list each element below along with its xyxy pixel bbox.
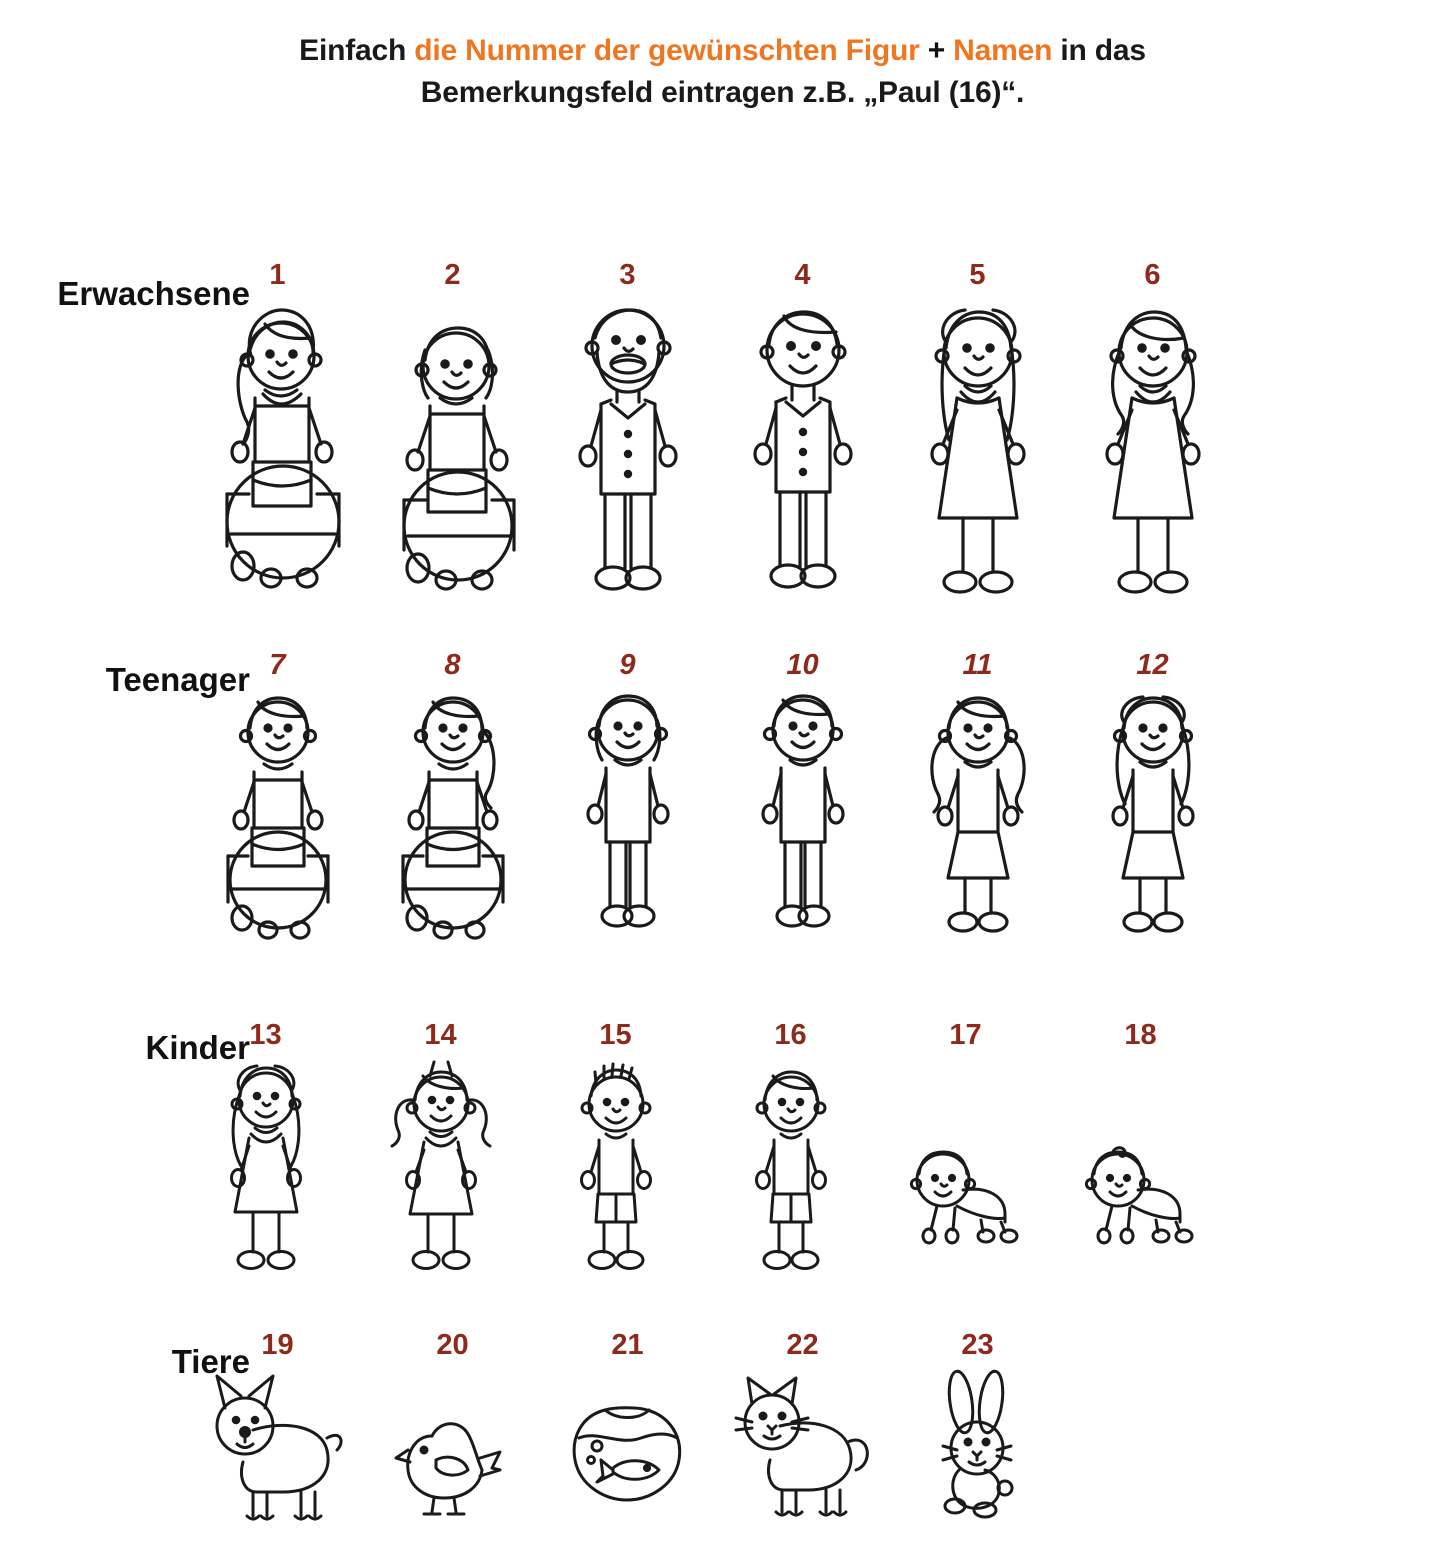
teen-girl-wheelchair-figure: [383, 684, 523, 969]
figure-cell-19[interactable]: [190, 1328, 365, 1544]
figure-number-3: 3: [619, 258, 636, 291]
figure-number-8: 8: [444, 648, 461, 681]
fishbowl-icon: [553, 1364, 703, 1544]
figure-number-20: 20: [436, 1328, 469, 1361]
figure-cell-5[interactable]: [890, 258, 1065, 614]
category-label-adults: Erwachsene: [57, 274, 250, 312]
figure-number-17: 17: [949, 1018, 982, 1051]
figure-number-6: 6: [1144, 258, 1161, 291]
woman-wheelchair-short-hair-figure: [378, 294, 528, 614]
figure-cell-1[interactable]: [190, 258, 365, 614]
teen-girl-long-hair-figure: [1083, 684, 1223, 969]
cat-icon: [728, 1364, 878, 1544]
woman-wheelchair-ponytail-figure: [203, 294, 353, 614]
figure-number-12: 12: [1136, 648, 1169, 681]
figure-number-21: 21: [611, 1328, 644, 1361]
boy-short-hair-shorts-figure: [726, 1054, 856, 1294]
teen-girl-pigtails-figure: [908, 684, 1048, 969]
headline-part-3: +: [919, 34, 954, 67]
boy-spiky-hair-shorts-figure: [551, 1054, 681, 1294]
figure-number-10: 10: [786, 648, 819, 681]
girl-pigtails-dress-figure: [376, 1054, 506, 1294]
teen-boy-long-hair-figure: [558, 684, 698, 969]
figure-cell-13[interactable]: [178, 1018, 353, 1294]
man-beard-figure: [553, 294, 703, 614]
girl-long-hair-dress-figure: [201, 1054, 331, 1294]
figure-cell-17[interactable]: [878, 1018, 1053, 1294]
figure-cell-15[interactable]: [528, 1018, 703, 1294]
figure-cell-4[interactable]: [715, 258, 890, 614]
figure-cell-22[interactable]: [715, 1328, 890, 1544]
figure-number-14: 14: [424, 1018, 457, 1051]
figure-cell-6[interactable]: [1065, 258, 1240, 614]
figure-cell-8[interactable]: [365, 648, 540, 969]
figure-number-15: 15: [599, 1018, 632, 1051]
figure-number-7: 7: [269, 648, 286, 681]
figure-cell-14[interactable]: [353, 1018, 528, 1294]
figure-cell-7[interactable]: [190, 648, 365, 969]
figure-cell-23[interactable]: [890, 1328, 1065, 1544]
figure-cell-11[interactable]: [890, 648, 1065, 969]
page-headline: [0, 0, 1445, 113]
dog-icon: [203, 1364, 353, 1544]
category-label-children: Kinder: [145, 1028, 250, 1066]
crawling-baby-curl-figure: [1076, 1054, 1206, 1294]
figure-number-4: 4: [794, 258, 811, 291]
man-short-hair-figure: [728, 294, 878, 614]
figure-cell-2[interactable]: [365, 258, 540, 614]
figure-number-2: 2: [444, 258, 461, 291]
headline-line-2: Bemerkungsfeld eintragen z.B. „Paul (16)“.: [420, 76, 1025, 110]
figure-number-11: 11: [962, 648, 993, 681]
bird-icon: [378, 1364, 528, 1544]
figure-cell-20[interactable]: [365, 1328, 540, 1544]
headline-part-5: in das: [1052, 34, 1146, 67]
figure-cell-21[interactable]: [540, 1328, 715, 1544]
figure-cell-12[interactable]: [1065, 648, 1240, 969]
figure-number-13: 13: [249, 1018, 282, 1051]
figure-number-18: 18: [1124, 1018, 1157, 1051]
headline-part-1: Einfach: [299, 34, 415, 67]
crawling-baby-figure: [901, 1054, 1031, 1294]
woman-wavy-hair-dress-figure: [1078, 294, 1228, 614]
figure-number-9: 9: [619, 648, 636, 681]
figure-number-16: 16: [774, 1018, 807, 1051]
headline-part-4: Namen: [953, 34, 1053, 67]
figure-number-22: 22: [786, 1328, 819, 1361]
woman-long-hair-dress-figure: [903, 294, 1053, 614]
figure-cell-16[interactable]: [703, 1018, 878, 1294]
category-label-teenagers: Teenager: [105, 660, 250, 698]
headline-part-2: die Nummer der gewünschten Figur: [414, 34, 920, 67]
figure-cell-18[interactable]: [1053, 1018, 1228, 1294]
rabbit-icon: [903, 1364, 1053, 1544]
figure-cell-9[interactable]: [540, 648, 715, 969]
teen-boy-short-hair-figure: [733, 684, 873, 969]
figure-cell-10[interactable]: [715, 648, 890, 969]
figure-number-19: 19: [261, 1328, 294, 1361]
figure-cell-3[interactable]: [540, 258, 715, 614]
figure-number-5: 5: [969, 258, 986, 291]
category-label-animals: Tiere: [171, 1342, 250, 1380]
teen-boy-wheelchair-figure: [208, 684, 348, 969]
figure-number-23: 23: [961, 1328, 994, 1361]
figure-number-1: 1: [269, 258, 286, 291]
